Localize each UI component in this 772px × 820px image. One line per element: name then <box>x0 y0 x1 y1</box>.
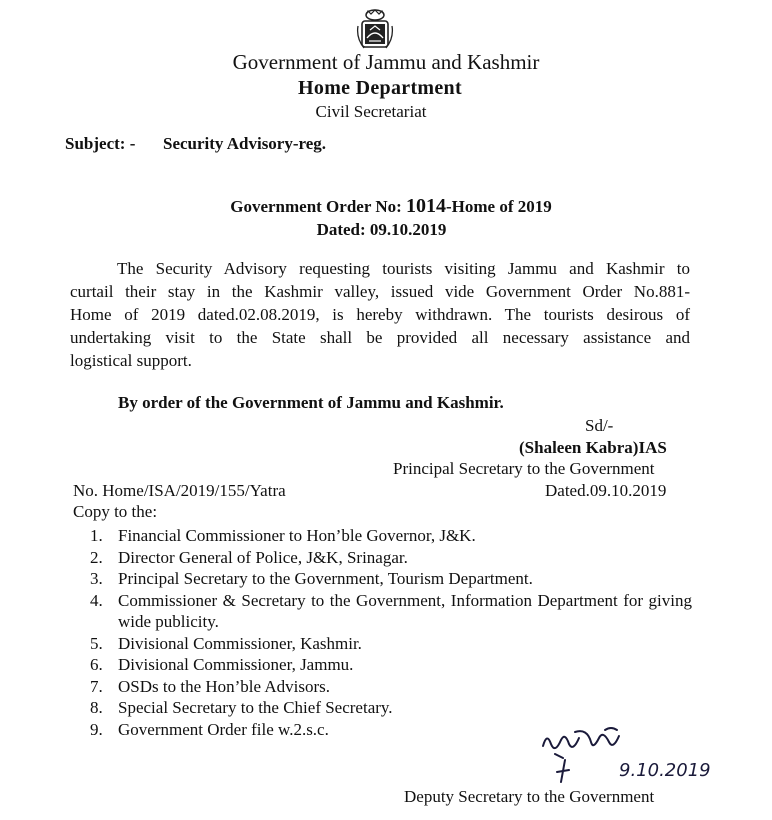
government-title: Government of Jammu and Kashmir <box>232 50 540 74</box>
list-item <box>90 676 700 698</box>
list-item-text: Commissioner & Secretary to the Government, Information Department for giving wide publicity. <box>118 590 692 631</box>
list-item-text: OSDs to the Hon’ble Advisors. <box>118 676 331 696</box>
order-suffix: -Home of 2019 <box>446 197 552 216</box>
body-paragraph <box>70 257 690 372</box>
list-item-number: 4. <box>90 590 103 610</box>
list-item-text: Financial Commissioner to Hon’ble Governor, J&K. <box>118 526 476 545</box>
copy-list <box>90 525 700 740</box>
list-item-text: Divisional Commissioner, Kashmir. <box>118 633 362 653</box>
list-item-number: 3. <box>90 569 103 588</box>
list-item-text: Special Secretary to the Chief Secretary. <box>118 698 393 717</box>
signatory-designation: Principal Secretary to the Government <box>393 459 655 478</box>
body-line: undertaking visit to the State shall be provided all necessary assistance and <box>70 328 690 347</box>
list-item-text: Principal Secretary to the Government, Tourism Department. <box>118 569 533 588</box>
reference-number: No. Home/ISA/2019/155/Yatra <box>73 481 286 500</box>
body-line: The Security Advisory requesting tourists visiting Jammu and Kashmir to <box>117 259 690 278</box>
list-item-number: 6. <box>90 655 103 674</box>
office-title: Civil Secretariat <box>315 102 427 121</box>
order-prefix: Government Order No: <box>230 197 407 216</box>
handwritten-date: 9.10.2019 <box>619 760 711 781</box>
signed-mark: Sd/- <box>585 416 614 435</box>
reference-date: Dated.09.10.2019 <box>545 481 667 500</box>
order-number: 1014 <box>406 195 447 217</box>
list-item-number: 2. <box>90 547 103 567</box>
copy-to-label: Copy to the: <box>73 502 158 521</box>
list-item-number: 5. <box>90 633 103 653</box>
list-item <box>90 525 700 547</box>
list-item-text: Divisional Commissioner, Jammu. <box>118 655 354 674</box>
deputy-secretary-line: Deputy Secretary to the Government <box>404 787 655 806</box>
order-date: Dated: 09.10.2019 <box>316 220 447 239</box>
by-order-line: By order of the Government of Jammu and Kashmir. <box>118 393 504 412</box>
body-line: curtail their stay in the Kashmir valley, issued vide Government Order No.881- <box>70 282 690 301</box>
list-item-number: 9. <box>90 719 103 739</box>
list-item <box>90 633 700 655</box>
department-title: Home Department <box>298 77 462 99</box>
list-item-text: Government Order file w.2.s.c. <box>118 719 329 739</box>
signatory-name: (Shaleen Kabra)IAS <box>519 438 667 457</box>
order-number-line <box>0 195 772 218</box>
state-emblem-icon <box>354 8 396 52</box>
list-item <box>90 568 700 590</box>
list-item <box>90 654 700 676</box>
list-item-number: 1. <box>90 526 103 545</box>
list-item <box>90 590 700 633</box>
list-item-number: 8. <box>90 698 103 717</box>
list-item <box>90 547 700 569</box>
body-line: Home of 2019 dated.02.08.2019, is hereby withdrawn. The tourists desirous of <box>70 305 690 324</box>
subject-text: Security Advisory-reg. <box>163 134 327 153</box>
handwritten-signature <box>535 724 715 788</box>
list-item-text: Director General of Police, J&K, Srinagar. <box>118 547 408 567</box>
subject-label: Subject: - <box>65 134 136 153</box>
body-line: logistical support. <box>70 351 192 370</box>
list-item <box>90 697 700 719</box>
list-item-number: 7. <box>90 676 103 696</box>
